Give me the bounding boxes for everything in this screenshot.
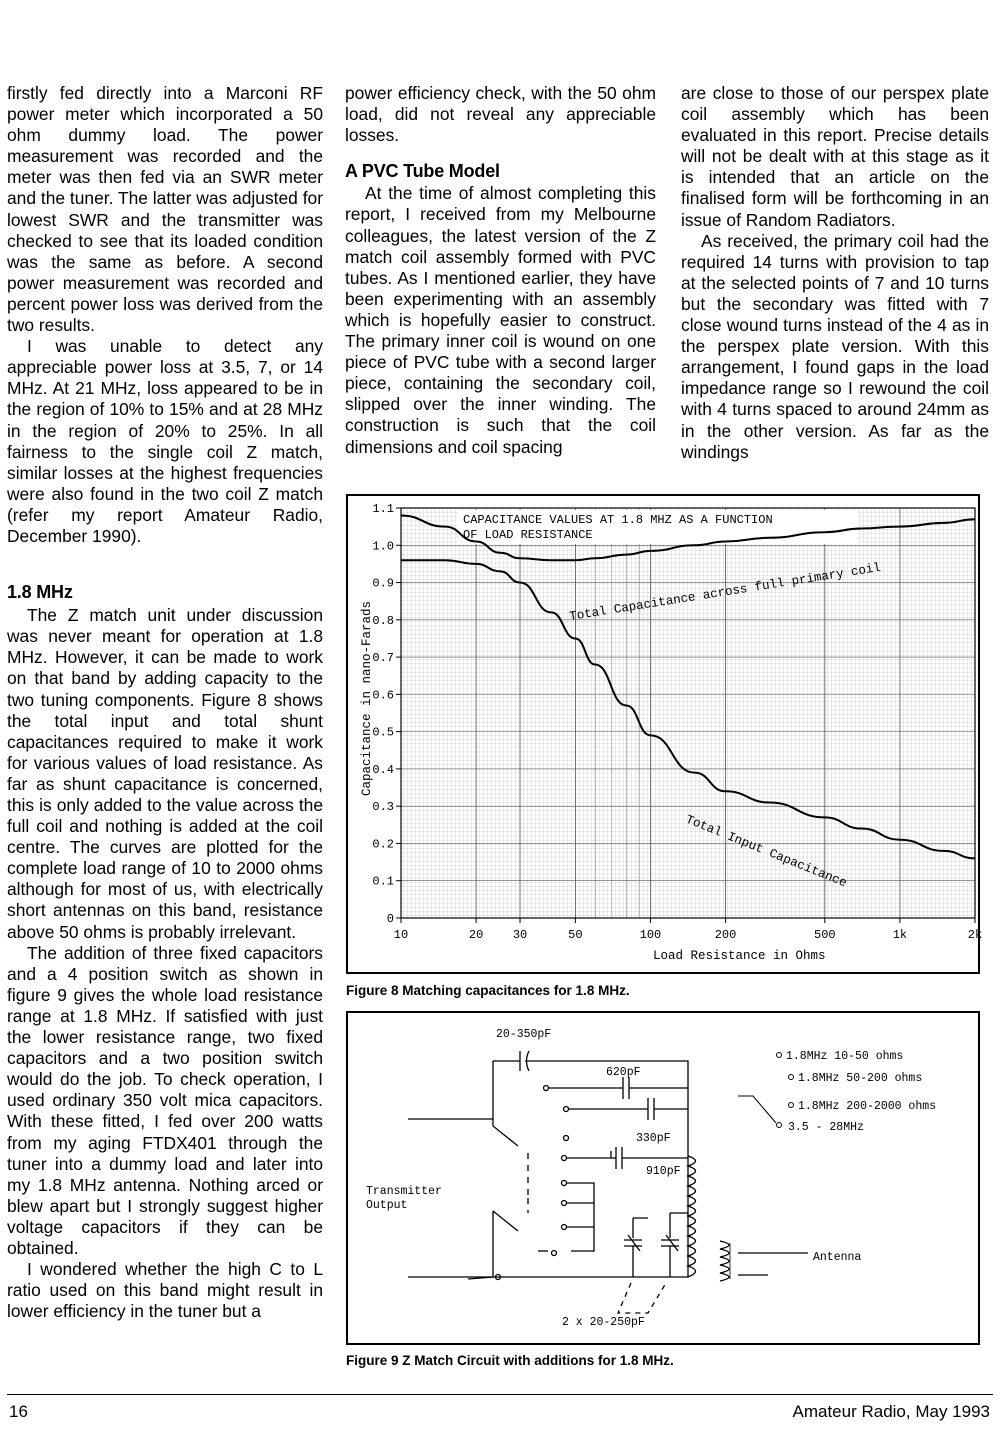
label-transmitter: Transmitter [366,1185,442,1198]
column-1 [7,83,323,1322]
capacitance-chart-svg [348,496,983,972]
footer-rule [7,1394,993,1395]
chart-title-line-2: OF LOAD RESISTANCE [463,528,593,542]
y-tick-label: 0.2 [372,837,394,852]
column-2 [345,83,656,458]
label-antenna: Antenna [813,1251,862,1264]
circuit-wiring [408,1051,808,1313]
x-tick-label: 200 [714,928,737,942]
col1-paragraph-3: The Z match unit under discussion was never meant for operation at 1.8 MHz. However, it can be made to work on that band by adding capacity to the two tuning components. Figure 8 shows the total input and total shunt capacitances required to make it work for various values of load resistance. As far as shunt capacitance is concerned, this is only added to the value across the full coil and nothing is added at the coil centre. The curves are plotted for the complete load range of 10 to 2000 ohms although for most of us, with electrically short antennas on this band, resistance above 50 ohms is probably irrelevant. [7,605,323,942]
x-axis-ticks [394,918,982,942]
figure-8-caption: Figure 8 Matching capacitances for 1.8 MHz. [346,983,630,998]
series-label-total-capacitance: Total Capacitance across full primary coil [568,560,882,624]
col3-paragraph-2: As received, the primary coil had the required 14 turns with provision to tap at the selected points of 7 and 10 turns but the secondary was fitted with 7 close wound turns instead of the 4 as in the perspex plate version. With this arrangement, I found gaps in the load impedance range so I rewound the coil with 4 turns spaced to around 24mm as in the other version. As far as the windings [681,230,989,462]
y-tick-label: 1.0 [372,539,394,554]
label-910pf: 910pF [646,1165,681,1178]
y-tick-label: 0.7 [372,651,394,666]
col2-paragraph-1: power efficiency check, with the 50 ohm load, did not reveal any appreciable losses. [345,83,656,146]
label-dual-cap: 2 x 20-250pF [562,1316,645,1329]
label-620pf: 620pF [606,1066,641,1079]
col3-paragraph-1: are close to those of our perspex plate coil assembly which has been evaluated in this report. Precise details will not be dealt with at this stage as it is intended that an article on the finalised form will be forthcoming in an issue of Random Radiators. [681,83,989,230]
x-tick-label: 100 [639,928,662,942]
column-3 [681,83,989,463]
y-tick-label: 0.3 [372,800,394,815]
y-tick-label: 0.4 [372,762,394,777]
x-tick-label: 500 [814,928,836,942]
x-tick-label: 30 [512,928,528,942]
figure-9-circuit [346,1011,980,1345]
y-tick-label: 0.5 [372,725,394,740]
switch-contact-1 [777,1053,782,1058]
y-axis-ticks [372,502,401,926]
figure-8-chart [346,494,983,974]
legend-switch-arm [738,1096,776,1123]
col2-paragraph-2: At the time of almost completing this report, I received from my Melbourne colleagues, the latest version of the Z match coil assembly formed with PVC tubes. As I mentioned earlier, they have been experimenting with an assembly which is hopefully easier to construct. The primary inner coil is wound on one piece of PVC tube with a second larger piece, containing the secondary coil, slipped over the inner winding. The construction is such that the coil dimensions and coil spacing [345,183,656,457]
y-axis-label: Capacitance in nano-Farads [360,600,374,796]
switch-pos-1-label: 1.8MHz 10-50 ohms [786,1050,904,1063]
x-tick-label: 2k [967,928,983,942]
x-tick-label: 50 [568,928,583,942]
footer-publication: Amateur Radio, May 1993 [792,1402,990,1421]
switch-pos-3-label: 1.8MHz 200-2000 ohms [798,1100,937,1113]
y-tick-label: 0.1 [372,874,394,889]
x-tick-label: 20 [468,928,484,942]
switch-pos-2-label: 1.8MHz 50-200 ohms [798,1072,923,1085]
y-tick-label: 0.8 [372,613,394,628]
page-number: 16 [9,1402,28,1421]
label-330pf: 330pF [636,1132,671,1145]
col1-paragraph-2: I was unable to detect any appreciable power loss at 3.5, 7, or 14 MHz. At 21 MHz, loss appeared to be in the region of 10% to 15% and at 28 MHz in the region of 20% to 25%. In all fairness to the single coil Z match, similar losses at the highest frequencies were also found in the two coil Z match (refer my report Amateur Radio, December 1990). [7,336,323,546]
label-output: Output [366,1199,408,1212]
series-label-total-input-capacitance: Total Input Capacitance [683,812,849,891]
section-heading-pvc-tube-model: A PVC Tube Model [345,161,500,182]
y-tick-label: 1.1 [372,502,394,516]
switch-contact-4 [777,1123,782,1128]
y-tick-label: 0.6 [372,688,394,703]
col1-paragraph-5: I wondered whether the high C to L ratio used on this band might result in lower efficiency in the tuner but a [7,1259,323,1322]
switch-contact-2 [789,1075,794,1080]
col1-paragraph-4: The addition of three fixed capacitors and a 4 position switch as shown in figure 9 gives the whole load resistance range at 1.8 MHz. If satisfied with just the lower resistance range, two fixed capacitors and a two position switch would do the job. To check operation, I used ordinary 350 volt mica capacitors. With these fitted, I fed over 200 watts from my aging FTDX401 through the tuner into a dummy load and later into my 1.8 MHz antenna. Nothing arced or blew apart but I strongly suggest higher voltage capacitors if they can be obtained. [7,942,323,1258]
section-heading-1-8-mhz: 1.8 MHz [7,582,73,603]
x-tick-label: 1k [892,928,908,942]
z-match-circuit-svg [348,1013,978,1343]
y-tick-label: 0 [386,912,394,926]
switch-pos-4-label: 3.5 - 28MHz [788,1121,864,1134]
chart-title-line-1: CAPACITANCE VALUES AT 1.8 MHZ AS A FUNCTION [463,513,773,527]
label-20-350pf: 20-350pF [496,1028,552,1041]
chart-minor-grid [401,508,975,918]
col1-paragraph-1: firstly fed directly into a Marconi RF power meter which incorporated a 50 ohm dummy load. The power measurement was recorded and the meter was then fed via an SWR meter and the tuner. The latter was adjusted for lowest SWR and the transmitter was checked to see that its loaded condition was the same as before. A second power measurement was recorded and percent power loss was derived from the two results. [7,83,323,336]
figure-9-caption: Figure 9 Z Match Circuit with additions for 1.8 MHz. [346,1353,674,1368]
x-tick-label: 10 [393,928,409,942]
switch-contact-3 [789,1103,794,1108]
x-axis-label: Load Resistance in Ohms [653,949,826,963]
y-tick-label: 0.9 [372,576,394,591]
